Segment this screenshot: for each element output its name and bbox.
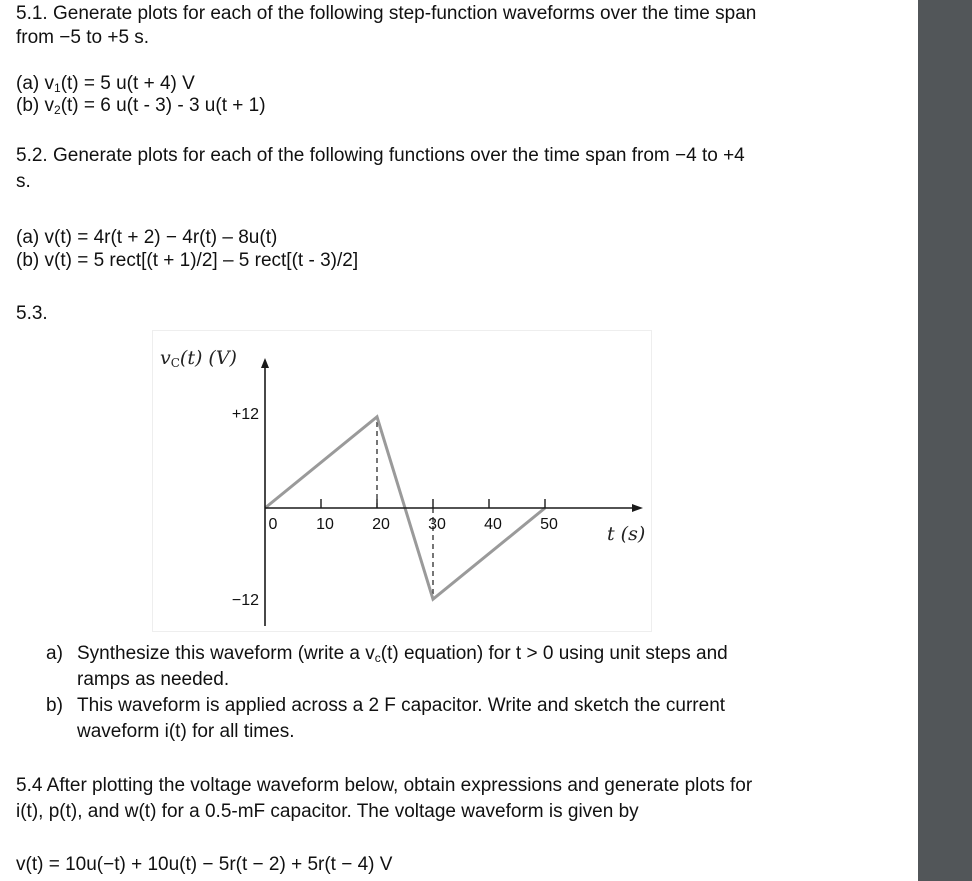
x-tick-label-40: 40 bbox=[484, 516, 502, 533]
problem-5-2-line-2: s. bbox=[16, 171, 31, 192]
waveform-figure bbox=[152, 330, 652, 632]
problem-5-1-part-a: (a) $v_1(t) = 5$ u(t + 4) V bbox=[16, 73, 195, 95]
problem-5-4-line-1: 5.4 After plotting the voltage waveform below, obtain expressions and generate plots for bbox=[16, 775, 753, 796]
problem-5-3-b-line-2: waveform i(t) for all times. bbox=[77, 721, 295, 742]
x-axis-label: t (s) bbox=[607, 523, 646, 545]
problem-5-2-line-1: 5.2. Generate plots for each of the following functions over the time span from −4 to +4 bbox=[16, 145, 745, 166]
problem-5-3-b-marker: b) bbox=[46, 695, 63, 716]
problem-5-2-part-b: (b) v(t) = 5 rect[(t + 1)/2] – 5 rect[(t - 3)/2] bbox=[16, 250, 359, 271]
x-tick-label-30: 30 bbox=[428, 516, 446, 533]
viewer-side-panel bbox=[918, 0, 972, 881]
problem-5-2-part-a: (a) v(t) = 4r(t + 2) − 4r(t) – 8u(t) bbox=[16, 227, 278, 248]
problem-5-4-equation: v(t) = 10u(−t) + 10u(t) − 5r(t − 2) + 5r(t − 4) V bbox=[16, 854, 393, 875]
problem-5-3-a-marker: a) bbox=[46, 643, 63, 664]
x-tick-label-50: 50 bbox=[540, 516, 558, 533]
y-tick-label-0: +12 bbox=[231, 405, 259, 423]
y-axis-label: vC(t) (V) bbox=[160, 347, 237, 370]
y-tick-label-1: −12 bbox=[231, 592, 259, 610]
problem-5-3-a-line-1: Synthesize this waveform (write a $v_c(t)$ equation) for t > 0 using unit steps and bbox=[77, 643, 728, 665]
problem-5-3-b-line-1: This waveform is applied across a 2 F capacitor. Write and sketch the current bbox=[77, 695, 726, 716]
problem-5-3-heading: 5.3. bbox=[16, 303, 48, 324]
problem-5-1-line-1: 5.1. Generate plots for each of the following step-function waveforms over the time span bbox=[16, 3, 757, 24]
problem-5-1-line-2: from −5 to +5 s. bbox=[16, 27, 150, 48]
x-tick-label-0: 0 bbox=[268, 516, 278, 533]
problem-5-3-a-line-2: ramps as needed. bbox=[77, 669, 230, 690]
problem-5-1-part-b: (b) $v_2(t) = 6$ u(t - 3) - 3 u(t + 1) bbox=[16, 95, 266, 117]
waveform-chart bbox=[152, 330, 652, 632]
x-tick-label-10: 10 bbox=[316, 516, 334, 533]
problem-5-4-line-2: i(t), p(t), and w(t) for a 0.5-mF capacitor. The voltage waveform is given by bbox=[16, 801, 639, 822]
x-tick-label-20: 20 bbox=[372, 516, 390, 533]
